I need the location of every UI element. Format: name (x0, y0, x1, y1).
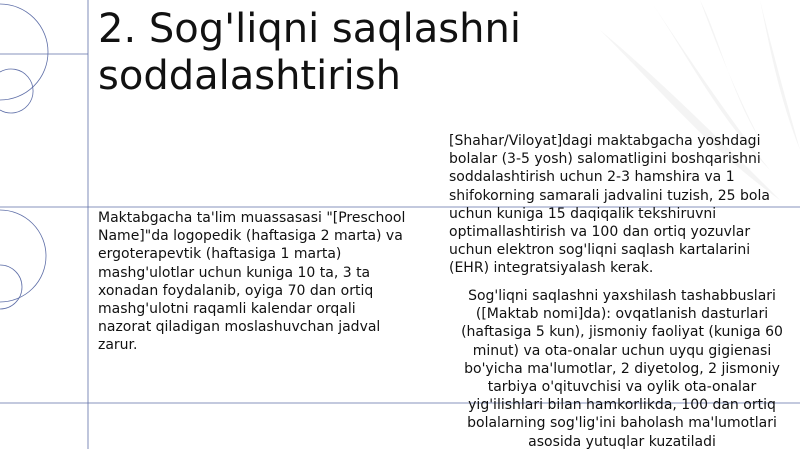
deco-circle-large-top (0, 4, 48, 100)
right-paragraph-2: Sog'liqni saqlashni yaxshilash tashabbuslari ([Maktab nomi]da): ovqatlanish dasturlari (haftasiga 5 kun), jismoniy faoliyat (kuniga 60 minut) va ota-onalar uchun uyqu gigienasi bo'yicha ma'lumotlar, 2 diyetolog, 2 jismoniy tarbiya o'qituvchisi va oylik ota-onalar yig'ilishlari bilan hamkorlikda, 100 dan ortiq bolalarning sog'lig'ini baholash ma'lumotlari asosida yutuqlar kuzatiladi (461, 288, 783, 450)
slide-title-line-2: soddalashtirish (98, 53, 401, 99)
slide-title-line-1: 2. Sog'liqni saqlashni (98, 6, 521, 52)
deco-circle-small-bottom (0, 265, 22, 309)
slide-title (98, 6, 698, 100)
right-paragraph-1: [Shahar/Viloyat]dagi maktabgacha yoshdagi bolalar (3-5 yosh) salomatligini boshqarishni soddalashtirish uchun 2-3 hamshira va 1 shifokorning samarali jadvalini tuzish, 25 bola uchun kuniga 15 daqiqalik tekshiruvni optimallashtirish va 100 dan ortiq yozuvlar uchun elektron sog'liqni saqlash kartalarini (EHR) integratsiyalash kerak. (449, 133, 770, 277)
deco-circle-large-bottom (0, 210, 46, 302)
left-paragraph: Maktabgacha ta'lim muassasasi "[Preschool Name]"da logopedik (haftasiga 2 marta) va ergoterapevtik (haftasiga 1 marta) mashg'ulotlar uchun kuniga 10 ta, 3 ta xonadan foydalanib, oyiga 70 dan ortiq mashg'ulotni raqamli kalendar orqali nazorat qiladigan moslashuvchan jadval zarur. (98, 210, 406, 354)
